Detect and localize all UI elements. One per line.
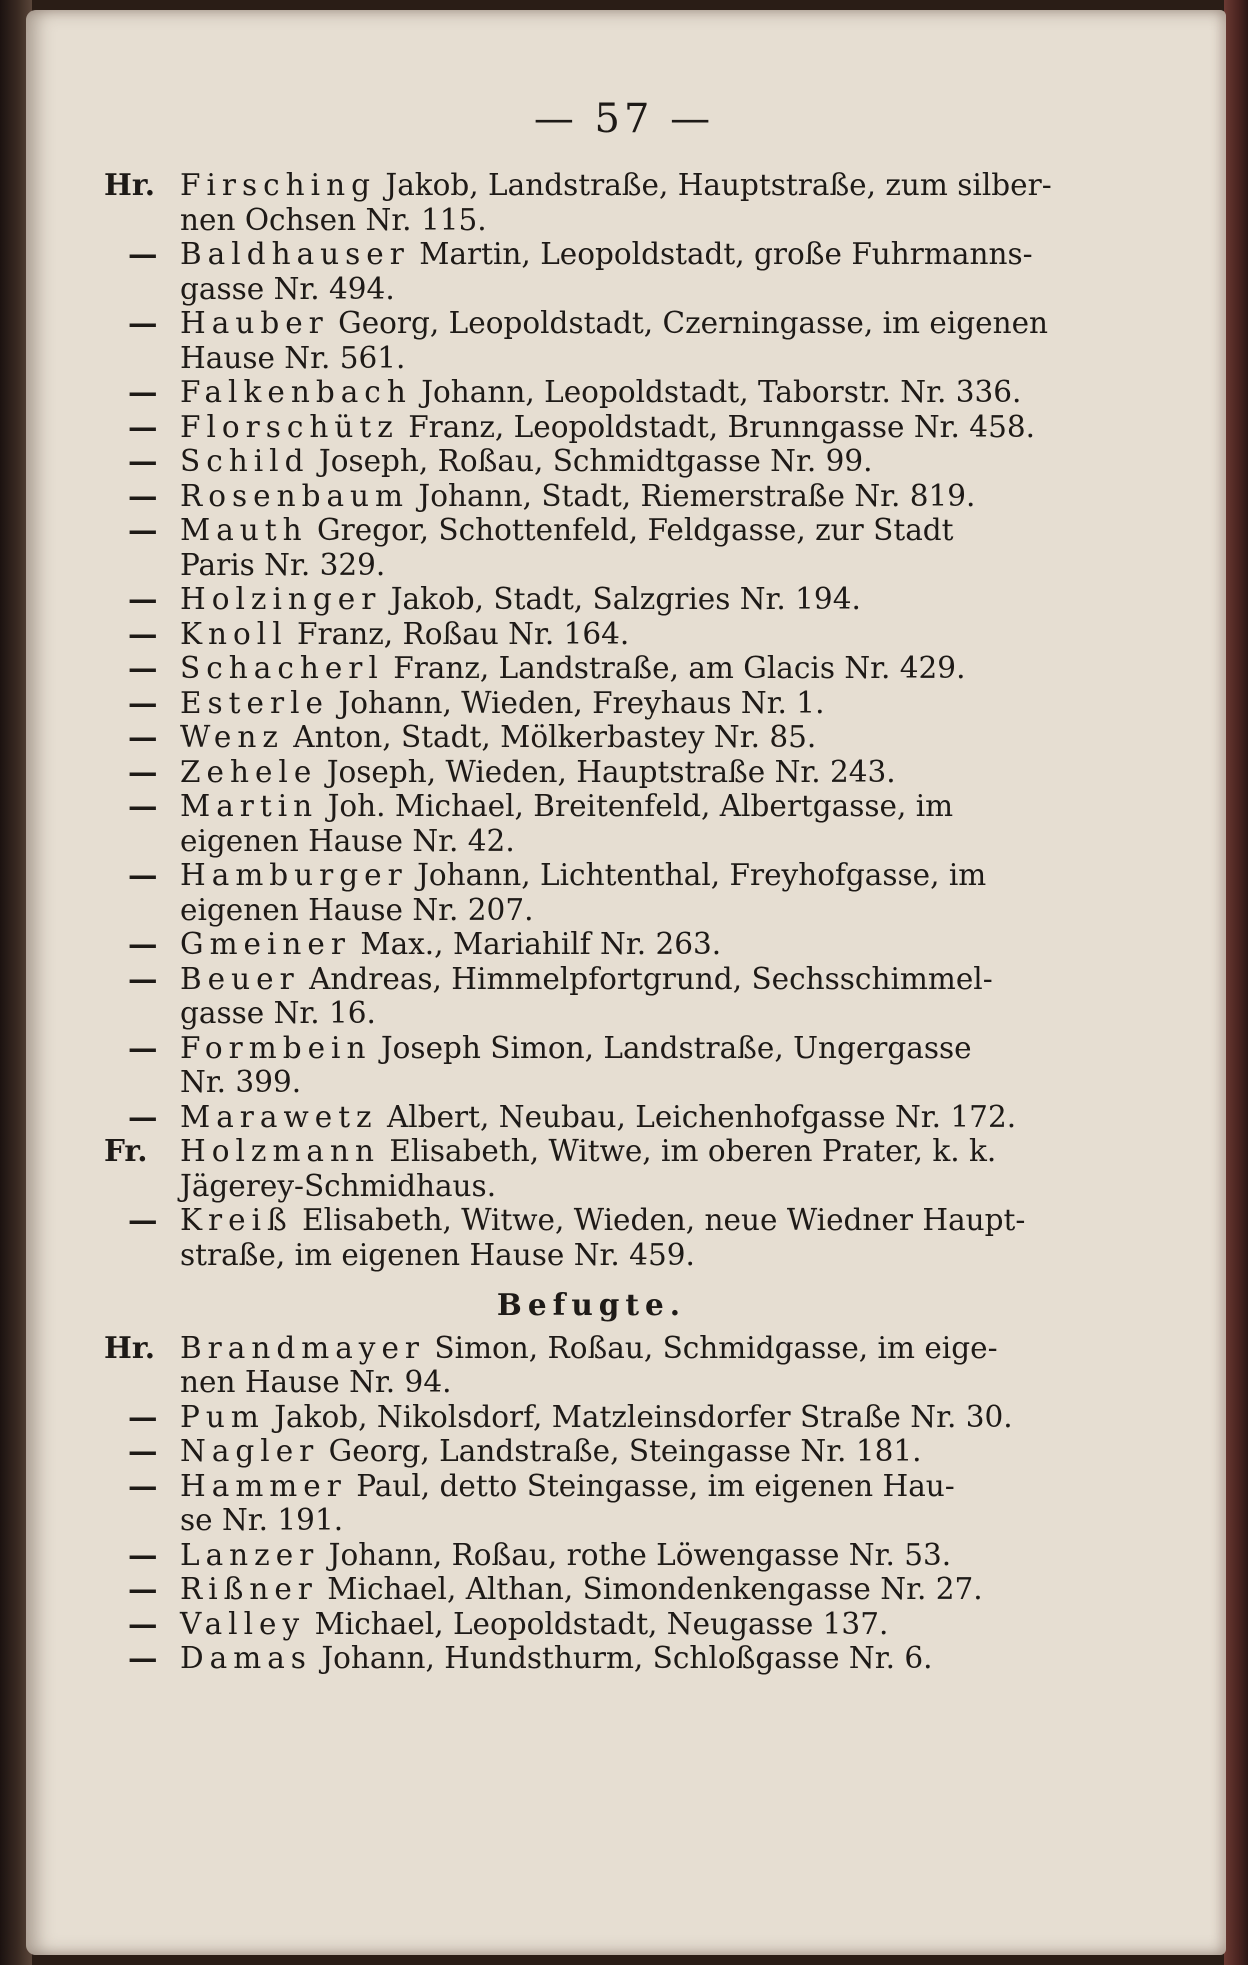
entry-line <box>180 686 1079 721</box>
entry-prefix: — <box>128 615 158 651</box>
list-item <box>104 720 1079 755</box>
entry-surname: Brandmayer <box>180 1330 426 1365</box>
entry-text <box>180 1538 1079 1573</box>
entry-line <box>180 1100 1079 1135</box>
section-heading: Befugte. <box>496 1287 687 1322</box>
entry-line <box>180 1607 1079 1642</box>
list-item <box>104 962 1079 1031</box>
list-item <box>104 1203 1079 1272</box>
entry-line-text: Gregor, Schottenfeld, Feldgasse, zur Stadt <box>307 513 954 547</box>
entry-line-text: Elisabeth, Witwe, Wieden, neue Wiedner Haupt- <box>292 1203 1026 1237</box>
entry-line <box>180 479 1079 514</box>
entry-line-text: Albert, Neubau, Leichenhofgasse Nr. 172. <box>377 1099 1017 1134</box>
entry-surname: Florschütz <box>180 409 399 444</box>
entry-prefix: — <box>128 788 158 823</box>
entry-text <box>180 651 1079 686</box>
entry-line <box>180 1572 1079 1607</box>
entry-surname: Lanzer <box>180 1537 320 1572</box>
list-item <box>104 1641 1079 1676</box>
entry-prefix: — <box>128 1029 158 1065</box>
entry-line-text: Hause Nr. 561. <box>180 340 406 375</box>
list-item <box>104 858 1079 927</box>
entry-line <box>180 893 1079 928</box>
entry-line <box>180 306 1079 341</box>
entry-line-text: Joh. Michael, Breitenfeld, Albertgasse, im <box>318 789 954 823</box>
list-item <box>104 306 1079 375</box>
entry-text <box>180 962 1079 1031</box>
entry-line-text: Michael, Leopoldstadt, Neugasse 137. <box>305 1606 889 1641</box>
entry-line-text: Martin, Leopoldstadt, große Fuhrmanns- <box>409 237 1033 271</box>
list-item <box>104 1538 1079 1573</box>
entry-line <box>180 375 1079 410</box>
entry-text <box>180 1434 1079 1469</box>
entry-text <box>180 582 1079 617</box>
entry-line <box>180 1641 1079 1676</box>
entry-line-text: Joseph, Roßau, Schmidtgasse Nr. 99. <box>309 444 873 478</box>
entry-prefix: — <box>128 857 158 892</box>
entry-line <box>180 651 1079 686</box>
entry-line-text: Joseph Simon, Landstraße, Ungergasse <box>371 1030 972 1065</box>
entry-prefix: Hr. <box>104 1329 155 1365</box>
entry-line-text: Jakob, Landstraße, Hauptstraße, zum silber- <box>375 168 1052 202</box>
list-item <box>104 927 1079 962</box>
entry-surname: Baldhauser <box>180 237 410 271</box>
list-item <box>104 410 1079 445</box>
entry-line-text: Nr. 399. <box>180 1065 302 1099</box>
entry-line-text: Franz, Roßau Nr. 164. <box>287 616 630 651</box>
entry-surname: Mauth <box>180 513 308 547</box>
entry-line <box>180 824 1079 859</box>
entry-line-text: Franz, Landstraße, am Glacis Nr. 429. <box>383 651 966 685</box>
entry-text <box>180 858 1079 927</box>
entry-line-text: Max., Mariahilf Nr. 263. <box>351 927 722 961</box>
entry-line <box>180 1538 1079 1573</box>
entry-line <box>180 1434 1079 1469</box>
entry-line <box>180 272 1079 307</box>
entry-surname: Kreiß <box>180 1203 293 1237</box>
entry-line <box>180 203 1079 238</box>
entry-prefix: — <box>128 719 158 754</box>
entry-line <box>180 720 1079 755</box>
entry-surname: Valley <box>180 1606 306 1641</box>
entry-line-text: Elisabeth, Witwe, im oberen Prater, k. k. <box>380 1134 997 1168</box>
list-item <box>104 1331 1079 1400</box>
entry-surname: Beuer <box>180 961 300 996</box>
entry-surname: Schacherl <box>180 651 384 685</box>
entry-surname: Formbein <box>180 1030 372 1065</box>
entry-surname: Esterle <box>180 685 329 720</box>
entry-prefix: — <box>128 1202 158 1237</box>
entry-surname: Schild <box>180 444 310 478</box>
entry-prefix: — <box>128 1467 158 1503</box>
entry-text <box>180 1607 1079 1642</box>
entry-prefix: — <box>128 684 158 720</box>
entry-line <box>180 1400 1079 1435</box>
entry-line <box>180 1169 1079 1204</box>
list-item <box>104 789 1079 858</box>
entry-line-text: Paris Nr. 329. <box>180 547 386 582</box>
entry-prefix: — <box>128 1571 158 1606</box>
list-item <box>104 375 1079 410</box>
entry-surname: Wenz <box>180 720 284 754</box>
entry-line-text: Jakob, Nikolsdorf, Matzleinsdorfer Straße Nr. 30. <box>264 1399 1013 1434</box>
entry-surname: Falkenbach <box>180 375 412 409</box>
entry-prefix: — <box>128 753 158 789</box>
list-item <box>104 1031 1079 1100</box>
entry-line-text: Johann, Lichtenthal, Freyhofgasse, im <box>407 858 987 892</box>
list-item <box>104 651 1079 686</box>
entry-line <box>180 1503 1079 1538</box>
entry-surname: Marawetz <box>180 1099 378 1134</box>
entry-line <box>180 1134 1079 1169</box>
list-item <box>104 1100 1079 1135</box>
entry-line-text: Georg, Landstraße, Steingasse Nr. 181. <box>319 1434 922 1468</box>
entry-surname: Gmeiner <box>180 927 351 961</box>
entry-prefix: — <box>128 512 158 547</box>
list-item <box>104 617 1079 652</box>
entry-surname: Damas <box>180 1641 312 1675</box>
entry-prefix: — <box>128 1536 158 1572</box>
entry-text <box>180 686 1079 721</box>
entry-line <box>180 1031 1079 1066</box>
list-item <box>104 1134 1079 1203</box>
entry-line <box>180 582 1079 617</box>
entry-line-text: nen Ochsen Nr. 115. <box>180 202 487 237</box>
entry-text <box>180 479 1079 514</box>
list-item <box>104 444 1079 479</box>
list-item <box>104 479 1079 514</box>
entry-surname: Rosenbaum <box>180 478 410 513</box>
list-item <box>104 1400 1079 1435</box>
entry-surname: Hamburger <box>180 858 408 892</box>
entry-text <box>180 1134 1079 1203</box>
entry-line-text: Simon, Roßau, Schmidgasse, im eige- <box>425 1330 998 1365</box>
list-item <box>104 1572 1079 1607</box>
entry-line <box>180 1365 1079 1400</box>
entry-prefix: Fr. <box>104 1133 148 1168</box>
list-item <box>104 1607 1079 1642</box>
entry-line-text: Joseph, Wieden, Hauptstraße Nr. 243. <box>317 754 896 789</box>
entry-text <box>180 410 1079 445</box>
entry-prefix: — <box>128 1640 158 1675</box>
entry-line <box>180 444 1079 479</box>
entry-line-text: nen Hause Nr. 94. <box>180 1365 452 1399</box>
entry-surname: Rißner <box>180 1572 318 1606</box>
entry-text <box>180 1641 1079 1676</box>
entry-line <box>180 1065 1079 1100</box>
list-item <box>104 513 1079 582</box>
entry-line-text: straße, im eigenen Hause Nr. 459. <box>180 1237 695 1272</box>
entry-line-text: eigenen Hause Nr. 207. <box>180 892 534 927</box>
entry-text <box>180 1469 1079 1538</box>
list-item <box>104 755 1079 790</box>
entry-line <box>180 755 1079 790</box>
entry-text <box>180 1031 1079 1100</box>
entry-line <box>180 237 1079 272</box>
directory-listing <box>104 168 1079 1676</box>
page-number: — 57 — <box>533 96 715 142</box>
entry-text <box>180 755 1079 790</box>
entry-line-text: Anton, Stadt, Mölkerbastey Nr. 85. <box>283 720 817 754</box>
entry-line-text: Andreas, Himmelpfortgrund, Sechsschimmel- <box>299 961 993 996</box>
entry-text <box>180 720 1079 755</box>
entry-text <box>180 513 1079 582</box>
entry-text <box>180 1100 1079 1135</box>
entry-prefix: — <box>128 305 158 340</box>
entry-line-text: se Nr. 191. <box>180 1503 344 1537</box>
entry-line <box>180 1331 1079 1366</box>
entry-text <box>180 375 1079 410</box>
entry-prefix: — <box>128 374 158 409</box>
entry-prefix: — <box>128 650 158 685</box>
entry-prefix: — <box>128 1433 158 1468</box>
entry-line-text: Georg, Leopoldstadt, Czerningasse, im eigenen <box>328 306 1049 340</box>
entry-surname: Holzinger <box>180 582 382 616</box>
entry-prefix: — <box>128 1098 158 1134</box>
list-item <box>104 1469 1079 1538</box>
entry-line-text: Johann, Hundsthurm, Schloßgasse Nr. 6. <box>311 1641 933 1675</box>
entry-surname: Firsching <box>180 168 376 202</box>
entry-line <box>180 1238 1079 1273</box>
entry-prefix: — <box>128 477 158 513</box>
section-entries <box>104 168 1079 1272</box>
entry-text <box>180 444 1079 479</box>
entry-surname: Hammer <box>180 1468 347 1503</box>
entry-prefix: — <box>128 236 158 271</box>
entry-prefix: — <box>128 960 158 996</box>
entry-prefix: — <box>128 408 158 444</box>
entry-line <box>180 996 1079 1031</box>
entry-prefix: — <box>128 1605 158 1641</box>
list-item <box>104 1434 1079 1469</box>
entry-line-text: Johann, Wieden, Freyhaus Nr. 1. <box>328 685 825 720</box>
entry-text <box>180 1203 1079 1272</box>
entry-line-text: Paul, detto Steingasse, im eigenen Hau- <box>346 1468 955 1503</box>
entry-surname: Pum <box>180 1399 265 1434</box>
entry-prefix: — <box>128 581 158 616</box>
entry-prefix: — <box>128 926 158 961</box>
list-item <box>104 686 1079 721</box>
entry-text <box>180 927 1079 962</box>
entry-line-text: Johann, Stadt, Riemerstraße Nr. 819. <box>409 478 976 513</box>
entry-surname: Knoll <box>180 616 288 651</box>
entry-line <box>180 341 1079 376</box>
entry-prefix: Hr. <box>104 167 155 202</box>
entry-text <box>180 306 1079 375</box>
entry-text <box>180 237 1079 306</box>
entry-text <box>180 1572 1079 1607</box>
entry-line <box>180 858 1079 893</box>
entry-line-text: eigenen Hause Nr. 42. <box>180 823 515 858</box>
entry-surname: Zehele <box>180 754 318 789</box>
entry-line <box>180 410 1079 445</box>
list-item <box>104 582 1079 617</box>
entry-line <box>180 548 1079 583</box>
list-item <box>104 237 1079 306</box>
entry-text <box>180 1400 1079 1435</box>
entry-line-text: gasse Nr. 494. <box>180 271 395 306</box>
entry-text <box>180 789 1079 858</box>
entry-line-text: Johann, Roßau, rothe Löwengasse Nr. 53. <box>319 1537 952 1572</box>
entry-text <box>180 1331 1079 1400</box>
entry-line-text: Jakob, Stadt, Salzgries Nr. 194. <box>381 582 861 616</box>
entry-surname: Holzmann <box>180 1134 381 1168</box>
entry-line <box>180 927 1079 962</box>
entry-line <box>180 617 1079 652</box>
entry-line <box>180 1203 1079 1238</box>
entry-line <box>180 789 1079 824</box>
entry-surname: Nagler <box>180 1434 320 1468</box>
section-befugte-entries <box>104 1331 1079 1676</box>
entry-line-text: Michael, Althan, Simondenkengasse Nr. 27. <box>317 1572 983 1606</box>
entry-line <box>180 168 1079 203</box>
entry-prefix: — <box>128 443 158 478</box>
entry-line <box>180 962 1079 997</box>
list-item <box>104 168 1079 237</box>
entry-line-text: Jägerey-Schmidhaus. <box>180 1168 497 1203</box>
entry-surname: Martin <box>180 789 319 823</box>
entry-line-text: Franz, Leopoldstadt, Brunngasse Nr. 458. <box>398 409 1035 444</box>
entry-surname: Hauber <box>180 306 329 340</box>
entry-line-text: Johann, Leopoldstadt, Taborstr. Nr. 336. <box>411 375 1022 409</box>
entry-line-text: gasse Nr. 16. <box>180 996 376 1030</box>
book-cover-edge <box>1224 0 1248 1965</box>
entry-prefix: — <box>128 1398 158 1434</box>
entry-line <box>180 1469 1079 1504</box>
entry-text <box>180 168 1079 237</box>
entry-text <box>180 617 1079 652</box>
entry-line <box>180 513 1079 548</box>
